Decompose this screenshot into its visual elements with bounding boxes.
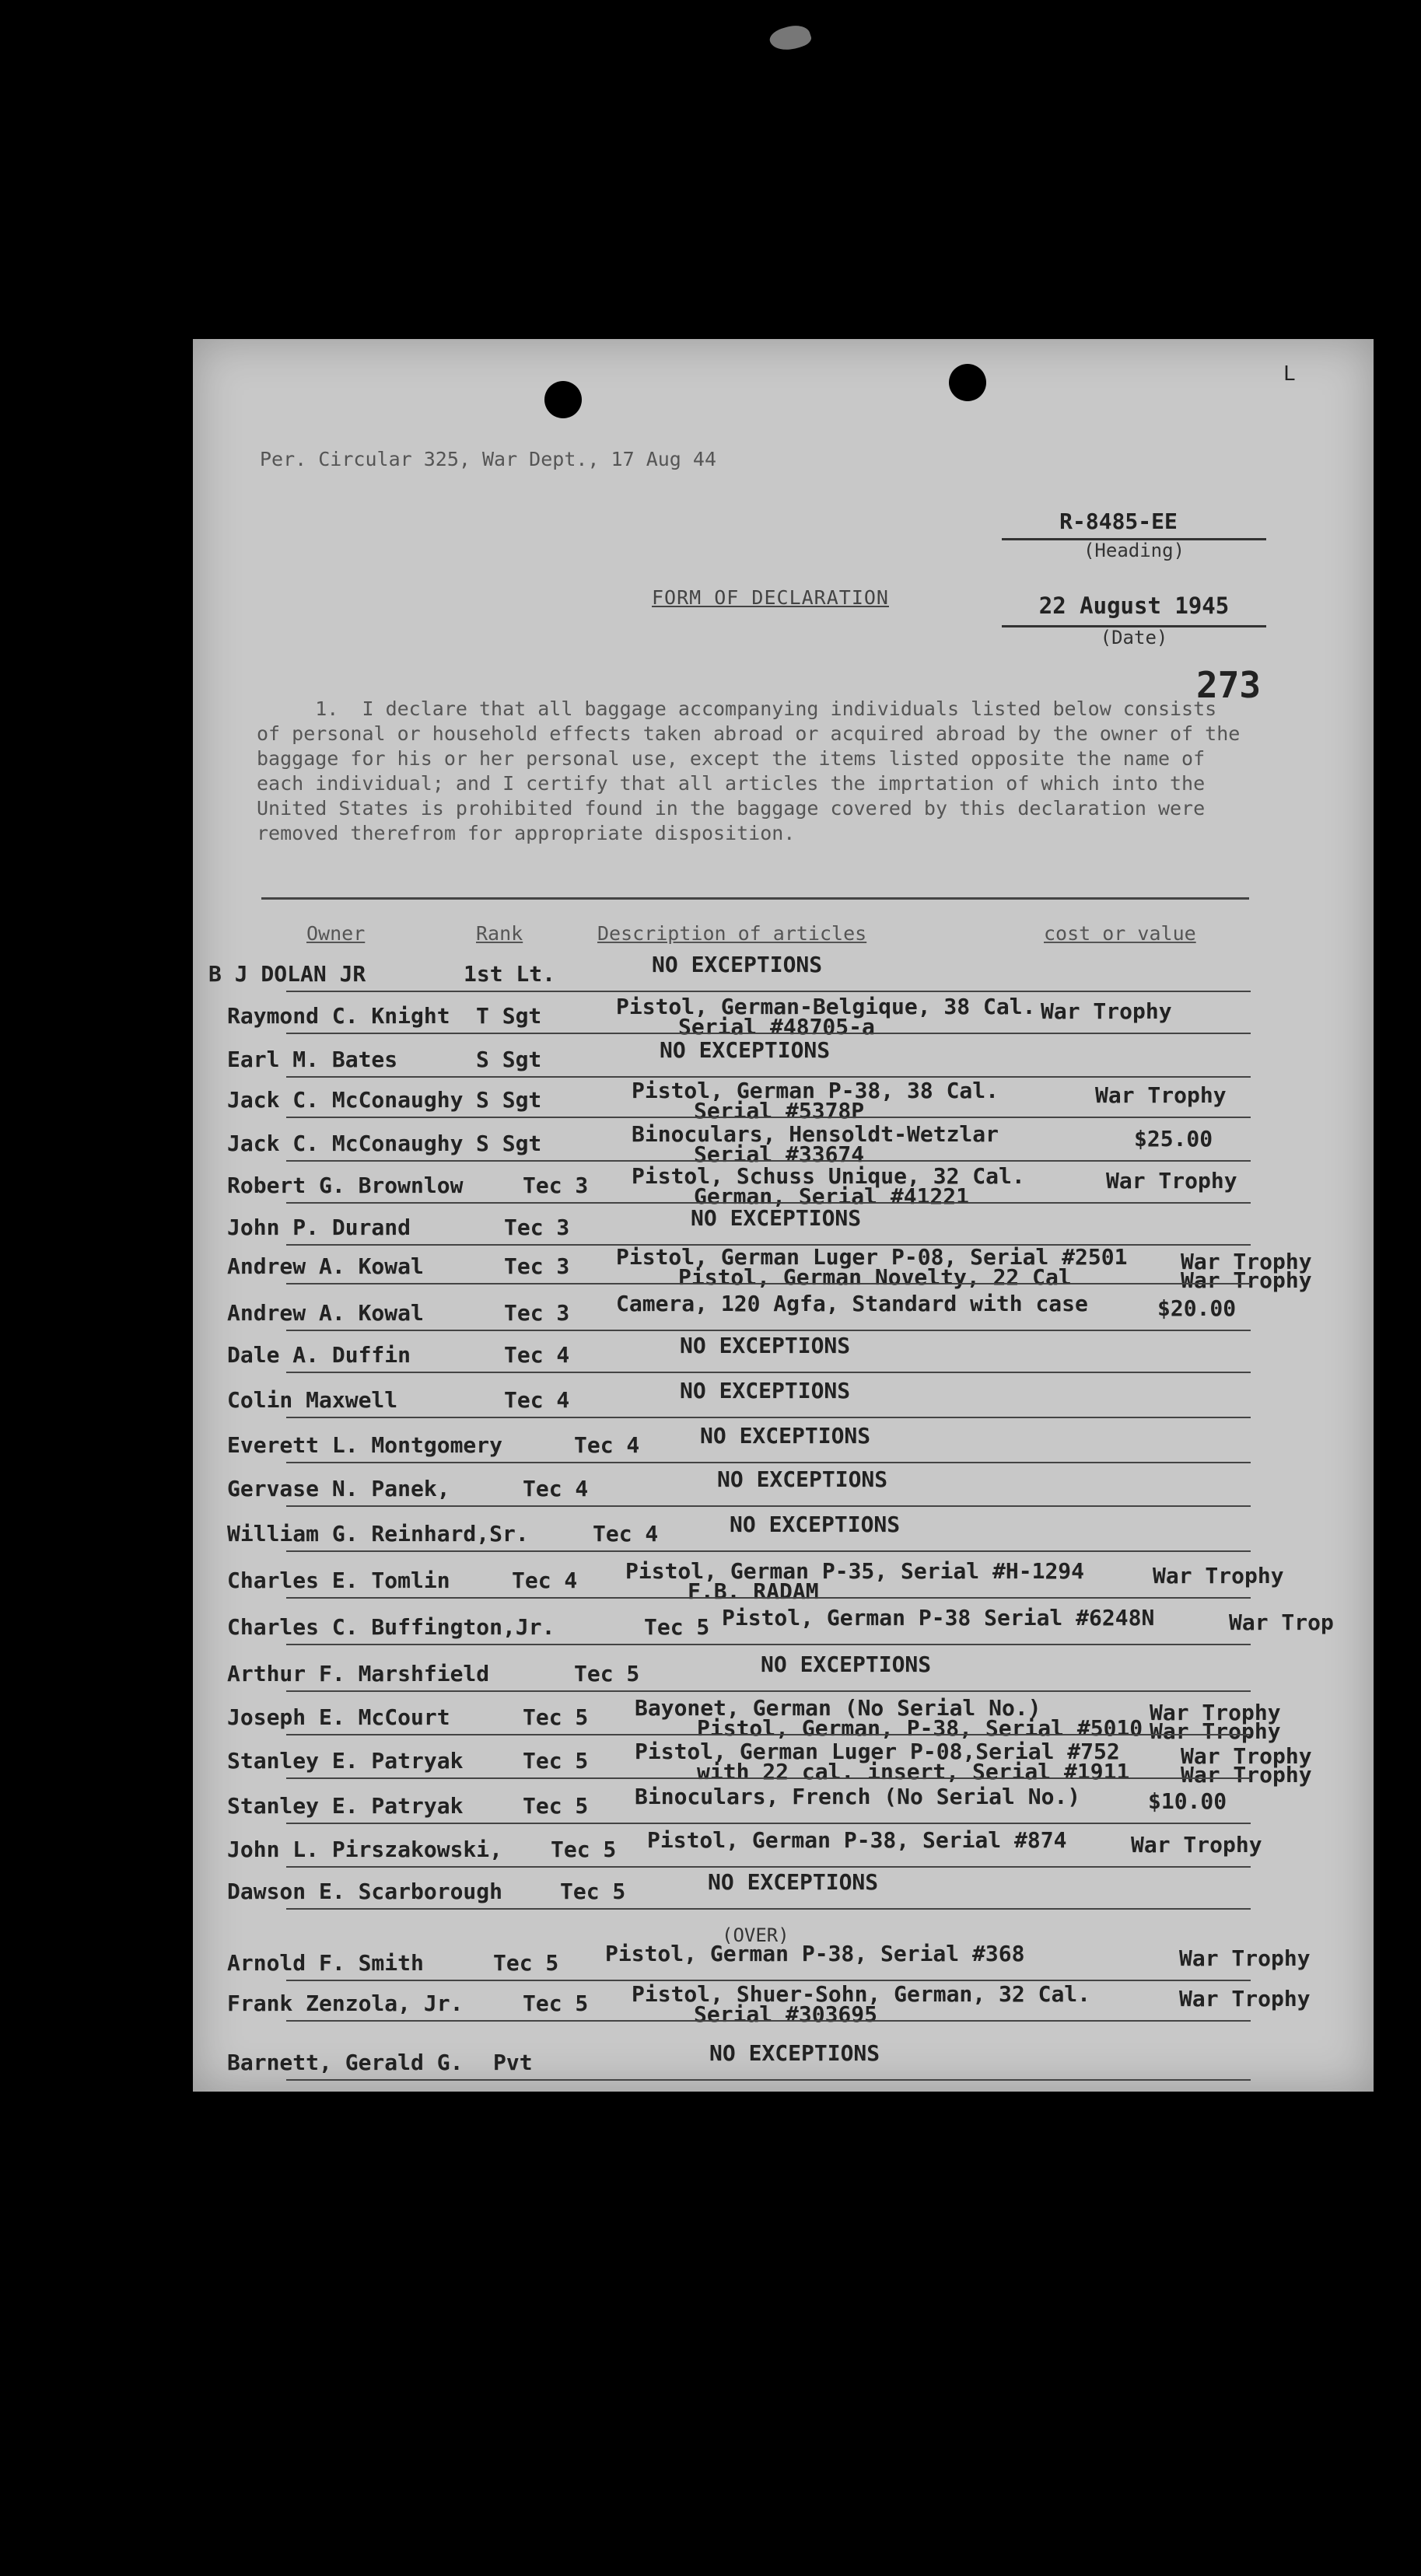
row-rule [286, 2020, 1251, 2022]
article-description: Pistol, German P-35, Serial #H-1294 [625, 1558, 1085, 1584]
owner-name: Barnett, Gerald G. [227, 2050, 464, 2075]
article-description: Camera, 120 Agfa, Standard with case [616, 1291, 1088, 1316]
row-rule [286, 1690, 1251, 1692]
rank: Tec 5 [523, 1704, 589, 1730]
article-description: Pistol, German P-38 Serial #6248N [722, 1605, 1155, 1631]
article-description: NO EXCEPTIONS [680, 1378, 851, 1403]
owner-name: Andrew A. Kowal [227, 1300, 424, 1326]
circular-reference: Per. Circular 325, War Dept., 17 Aug 44 [260, 448, 716, 470]
owner-name: Dale A. Duffin [227, 1342, 411, 1368]
article-description: Binoculars, Hensoldt-Wetzlar [632, 1121, 999, 1147]
article-description: Pistol, Schuss Unique, 32 Cal. [632, 1163, 1025, 1189]
rank: Tec 3 [504, 1300, 570, 1326]
owner-name: Everett L. Montgomery [227, 1432, 503, 1458]
cost-or-value: War Trophy [1106, 1168, 1237, 1194]
article-description-line2: Serial #48705-a [678, 1014, 875, 1040]
rank: Tec 4 [512, 1568, 578, 1593]
row-rule [286, 1033, 1251, 1034]
col-owner: Owner [306, 922, 366, 945]
rank: Tec 5 [574, 1661, 640, 1686]
cost-or-value-line2: War Trophy [1181, 1267, 1312, 1293]
cost-or-value: War Trophy [1095, 1082, 1227, 1108]
page-number: 273 [1196, 664, 1262, 706]
cost-or-value-line2: War Trophy [1150, 1718, 1281, 1744]
cost-or-value: $25.00 [1134, 1126, 1213, 1152]
rank: S Sgt [476, 1131, 542, 1156]
article-description-line2: Serial #33674 [694, 1141, 865, 1167]
declaration-page [193, 339, 1374, 2092]
article-description: Pistol, German-Belgique, 38 Cal. [616, 994, 1036, 1019]
row-rule [286, 1550, 1251, 1552]
rank: Tec 5 [523, 1748, 589, 1774]
cost-or-value: War Trophy [1150, 1700, 1281, 1725]
rank: Tec 3 [523, 1173, 589, 1198]
owner-name: Jack C. McConaughy [227, 1131, 464, 1156]
rank: Tec 3 [504, 1215, 570, 1240]
rank: Tec 4 [504, 1387, 570, 1413]
table-top-rule [261, 897, 1249, 900]
owner-name: William G. Reinhard,Sr. [227, 1521, 529, 1547]
rank: Tec 3 [504, 1253, 570, 1279]
cost-or-value: $10.00 [1148, 1788, 1227, 1814]
article-description-line2: F.B. RADAM [688, 1578, 819, 1604]
rank: Tec 4 [593, 1521, 659, 1547]
owner-name: John P. Durand [227, 1215, 411, 1240]
row-rule [286, 1866, 1251, 1868]
cost-or-value: War Trophy [1179, 1986, 1311, 2012]
owner-name: Charles C. Buffington,Jr. [227, 1614, 555, 1640]
article-description: Bayonet, German (No Serial No.) [635, 1695, 1041, 1721]
article-description: Pistol, German Luger P-08,Serial #752 [635, 1739, 1120, 1764]
rank: Tec 4 [523, 1476, 589, 1501]
article-description: NO EXCEPTIONS [730, 1512, 901, 1537]
rank: Tec 5 [523, 1793, 589, 1819]
row-rule [286, 1330, 1251, 1331]
article-description: NO EXCEPTIONS [709, 2040, 880, 2066]
corner-mark: L [1283, 362, 1296, 386]
article-description: NO EXCEPTIONS [761, 1652, 932, 1677]
article-description-line2: with 22 cal. insert, Serial #1911 [697, 1759, 1130, 1784]
owner-name: Earl M. Bates [227, 1047, 398, 1072]
rank: S Sgt [476, 1087, 542, 1113]
cost-or-value: War Trop [1229, 1610, 1334, 1635]
article-description: NO EXCEPTIONS [708, 1869, 879, 1895]
row-rule [286, 1417, 1251, 1418]
date-value: 22 August 1945 [1038, 592, 1230, 619]
row-rule [286, 1283, 1251, 1285]
article-description-line2: Pistol, German, P-38, Serial #5010 [697, 1715, 1143, 1741]
owner-name: Charles E. Tomlin [227, 1568, 450, 1593]
article-description: NO EXCEPTIONS [660, 1037, 831, 1063]
row-rule [286, 1597, 1251, 1599]
article-description: NO EXCEPTIONS [700, 1423, 871, 1449]
cost-or-value: War Trophy [1179, 1945, 1311, 1971]
article-description-line2: Pistol, German Novelty, 22 Cal [678, 1264, 1072, 1290]
row-rule [286, 1777, 1251, 1779]
rank: Tec 5 [523, 1991, 589, 2016]
owner-name: B J DOLAN JR [208, 961, 366, 987]
heading-value: R-8485-EE [1059, 509, 1178, 534]
row-rule [286, 1505, 1251, 1507]
article-description: NO EXCEPTIONS [717, 1466, 888, 1492]
col-description: Description of articles [597, 922, 867, 945]
cost-or-value: War Trophy [1041, 998, 1172, 1024]
punch-hole-left [544, 381, 582, 418]
article-description: NO EXCEPTIONS [652, 952, 823, 977]
rank: T Sgt [476, 1003, 542, 1029]
rank: S Sgt [476, 1047, 542, 1072]
article-description: Pistol, Shuer-Sohn, German, 32 Cal. [632, 1981, 1091, 2007]
owner-name: Frank Zenzola, Jr. [227, 1991, 464, 2016]
owner-name: Stanley E. Patryak [227, 1793, 464, 1819]
declaration-paragraph: 1. I declare that all baggage accompanying individuals listed below consists of personal or household effects taken abroad or acquired abroad by the owner of the baggage for his or her personal use, except the items listed opposite the name of each individual; and I certify that all articles the imprtation of which into the United States is prohibited found in the baggage covered by this declaration were removed therefrom for appropriate disposition. [257, 697, 1241, 844]
owner-name: Colin Maxwell [227, 1387, 398, 1413]
heading-caption: (Heading) [1083, 540, 1185, 561]
article-description: Pistol, German P-38, Serial #368 [605, 1941, 1025, 1966]
row-rule [286, 1908, 1251, 1910]
rank: Tec 5 [551, 1837, 617, 1862]
article-description: NO EXCEPTIONS [680, 1333, 851, 1358]
row-rule [286, 991, 1251, 992]
owner-name: Stanley E. Patryak [227, 1748, 464, 1774]
rank: Tec 4 [504, 1342, 570, 1368]
row-rule [286, 1734, 1251, 1735]
dust-speck [768, 21, 814, 56]
article-description: NO EXCEPTIONS [691, 1205, 862, 1231]
cost-or-value: War Trophy [1181, 1743, 1312, 1769]
cost-or-value: War Trophy [1131, 1832, 1262, 1858]
col-value: cost or value [1044, 922, 1196, 945]
owner-name: Jack C. McConaughy [227, 1087, 464, 1113]
owner-name: Dawson E. Scarborough [227, 1879, 503, 1904]
rank: Tec 5 [493, 1950, 559, 1976]
owner-name: Raymond C. Knight [227, 1003, 450, 1029]
row-rule [286, 1644, 1251, 1645]
owner-name: Arnold F. Smith [227, 1950, 424, 1976]
owner-name: John L. Pirszakowski, [227, 1837, 503, 1862]
owner-name: Arthur F. Marshfield [227, 1661, 490, 1686]
row-rule [286, 1160, 1251, 1162]
article-description: Binoculars, French (No Serial No.) [635, 1784, 1081, 1809]
rank: Tec 4 [574, 1432, 640, 1458]
cost-or-value-line2: War Trophy [1181, 1762, 1312, 1788]
row-rule [286, 2079, 1251, 2081]
col-rank: Rank [476, 922, 523, 945]
rank: 1st Lt. [464, 961, 556, 987]
owner-name: Joseph E. McCourt [227, 1704, 450, 1730]
cost-or-value: War Trophy [1181, 1249, 1312, 1274]
cost-or-value: War Trophy [1153, 1563, 1284, 1589]
over-label: (OVER) [722, 1924, 789, 1946]
cost-or-value: $20.00 [1157, 1295, 1237, 1321]
row-rule [286, 1202, 1251, 1204]
row-rule [286, 1462, 1251, 1463]
row-rule [286, 1823, 1251, 1824]
article-description-line2: Serial #5378P [694, 1098, 865, 1124]
rank: Tec 5 [560, 1879, 626, 1904]
owner-name: Gervase N. Panek, [227, 1476, 450, 1501]
rank: Pvt [493, 2050, 533, 2075]
article-description-line2: German, Serial #41221 [694, 1183, 970, 1209]
owner-name: Robert G. Brownlow [227, 1173, 464, 1198]
rank: Tec 5 [644, 1614, 710, 1640]
article-description: Pistol, German Luger P-08, Serial #2501 [616, 1244, 1128, 1270]
form-title: FORM OF DECLARATION [652, 586, 889, 609]
row-rule [286, 1117, 1251, 1118]
date-caption: (Date) [1100, 627, 1168, 648]
article-description: Pistol, German P-38, Serial #874 [647, 1827, 1067, 1853]
owner-name: Andrew A. Kowal [227, 1253, 424, 1279]
punch-hole-right [949, 364, 986, 401]
article-description: Pistol, German P-38, 38 Cal. [632, 1078, 999, 1103]
article-description-line2: Serial #303695 [694, 2001, 878, 2027]
row-rule [286, 1372, 1251, 1373]
